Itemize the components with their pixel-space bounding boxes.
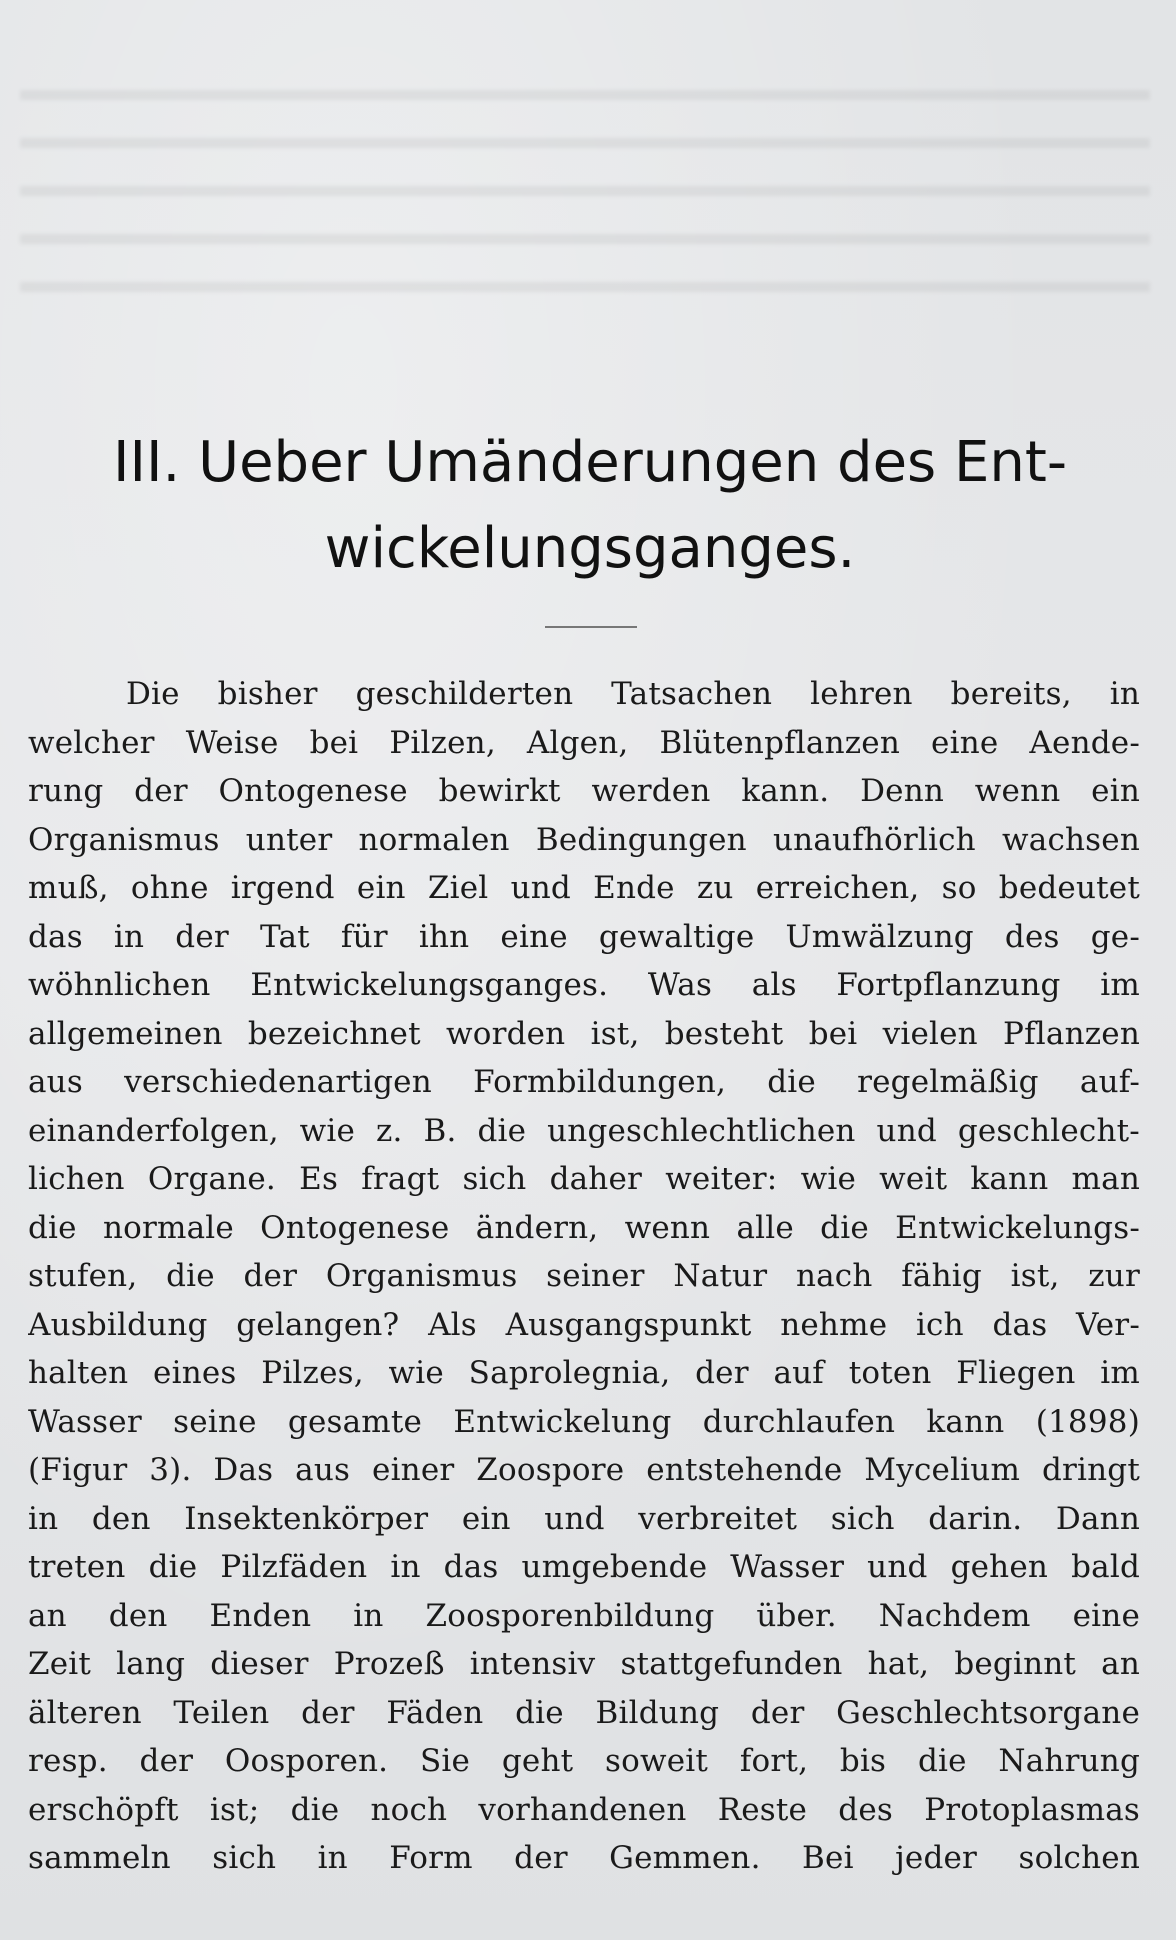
text-line: lichen Organe. Es fragt sich daher weiter: wie weit kann man bbox=[28, 1161, 1140, 1197]
text-line: Wasser seine gesamte Entwickelung durchlaufen kann (1898) bbox=[28, 1403, 1140, 1440]
chapter-title-line-1: III. Ueber Umänderungen des Ent- bbox=[112, 430, 1068, 495]
text-line: das in der Tat für ihn eine gewaltige Umwälzung des ge- bbox=[28, 918, 1140, 955]
text-line: erschöpft ist; die noch vorhandenen Reste des Protoplasmas bbox=[28, 1791, 1140, 1828]
text-line: an den Enden in Zoosporenbildung über. Nachdem eine bbox=[28, 1597, 1140, 1634]
text-line: in den Insektenkörper ein und verbreitet sich darin. Dann bbox=[28, 1500, 1140, 1537]
text-line: stufen, die der Organismus seiner Natur nach fähig ist, zur bbox=[28, 1258, 1140, 1294]
chapter-title bbox=[60, 420, 1120, 592]
text-line: muß, ohne irgend ein Ziel und Ende zu erreichen, so bedeutet bbox=[28, 870, 1140, 906]
text-line: Ausbildung gelangen? Als Ausgangspunkt nehme ich das Ver- bbox=[28, 1306, 1140, 1343]
text-line: treten die Pilzfäden in das umgebende Wasser und gehen bald bbox=[28, 1549, 1140, 1585]
text-line: einanderfolgen, wie z. B. die ungeschlechtlichen und geschlecht- bbox=[28, 1112, 1140, 1149]
show-through-text bbox=[20, 90, 1150, 330]
text-line: Organismus unter normalen Bedingungen unaufhörlich wachsen bbox=[28, 821, 1140, 858]
body-paragraph bbox=[28, 670, 1140, 1883]
text-line: (Figur 3). Das aus einer Zoospore entstehende Mycelium dringt bbox=[28, 1452, 1140, 1488]
text-line: Zeit lang dieser Prozeß intensiv stattgefunden hat, beginnt an bbox=[28, 1646, 1140, 1682]
chapter-title-line-2: wickelungsganges. bbox=[324, 516, 856, 581]
text-line: allgemeinen bezeichnet worden ist, besteht bei vielen Pflanzen bbox=[28, 1015, 1140, 1052]
text-line: sammeln sich in Form der Gemmen. Bei jeder solchen bbox=[28, 1840, 1140, 1876]
title-divider bbox=[545, 626, 637, 628]
text-line: älteren Teilen der Fäden die Bildung der Geschlechtsorgane bbox=[28, 1694, 1140, 1731]
text-line: aus verschiedenartigen Formbildungen, die regelmäßig auf- bbox=[28, 1064, 1140, 1100]
text-line: halten eines Pilzes, wie Saprolegnia, der auf toten Fliegen im bbox=[28, 1355, 1140, 1391]
text-line: rung der Ontogenese bewirkt werden kann. Denn wenn ein bbox=[28, 773, 1140, 809]
text-line: welcher Weise bei Pilzen, Algen, Blütenpflanzen eine Aende- bbox=[28, 724, 1140, 761]
text-line: wöhnlichen Entwickelungsganges. Was als Fortpflanzung im bbox=[28, 967, 1140, 1003]
text-line: Die bisher geschilderten Tatsachen lehren bereits, in bbox=[126, 676, 1140, 712]
text-line: resp. der Oosporen. Sie geht soweit fort, bis die Nahrung bbox=[28, 1743, 1140, 1779]
text-line: die normale Ontogenese ändern, wenn alle die Entwickelungs- bbox=[28, 1209, 1140, 1246]
